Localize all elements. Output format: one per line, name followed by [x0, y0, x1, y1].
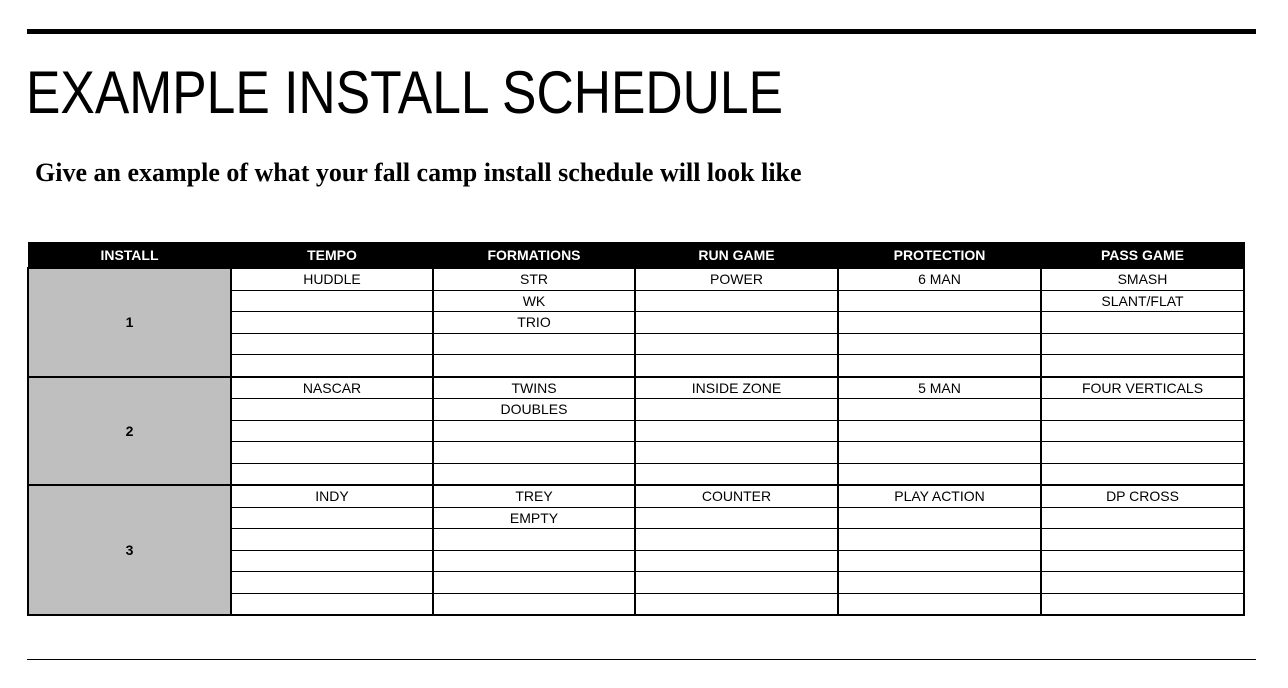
- table-header-row: [28, 243, 1244, 269]
- cell-formations: [433, 355, 635, 377]
- cell-pass-game: [1041, 333, 1244, 355]
- cell-run-game: [635, 529, 838, 551]
- cell-protection: [838, 355, 1041, 377]
- cell-pass-game: [1041, 312, 1244, 334]
- table-row: [28, 268, 1244, 290]
- cell-pass-game: [1041, 550, 1244, 572]
- table-row: [28, 485, 1244, 507]
- cell-protection: PLAY ACTION: [838, 485, 1041, 507]
- install-schedule-table: [27, 242, 1245, 616]
- cell-run-game: [635, 550, 838, 572]
- cell-tempo: [231, 593, 433, 615]
- cell-pass-game: [1041, 420, 1244, 442]
- cell-formations: [433, 463, 635, 485]
- cell-protection: [838, 290, 1041, 312]
- cell-run-game: [635, 290, 838, 312]
- cell-tempo: [231, 442, 433, 464]
- cell-tempo: [231, 290, 433, 312]
- cell-protection: [838, 312, 1041, 334]
- install-number-cell: 3: [28, 485, 231, 615]
- cell-pass-game: [1041, 442, 1244, 464]
- cell-formations: EMPTY: [433, 507, 635, 529]
- cell-pass-game: [1041, 355, 1244, 377]
- header-install: INSTALL: [28, 243, 231, 269]
- cell-formations: [433, 442, 635, 464]
- cell-protection: [838, 507, 1041, 529]
- cell-tempo: [231, 572, 433, 594]
- install-number-cell: 2: [28, 377, 231, 486]
- cell-formations: TREY: [433, 485, 635, 507]
- cell-formations: [433, 572, 635, 594]
- cell-pass-game: SLANT/FLAT: [1041, 290, 1244, 312]
- header-protection: PROTECTION: [838, 243, 1041, 269]
- cell-run-game: [635, 463, 838, 485]
- cell-pass-game: DP CROSS: [1041, 485, 1244, 507]
- cell-pass-game: FOUR VERTICALS: [1041, 377, 1244, 399]
- cell-tempo: [231, 355, 433, 377]
- cell-protection: [838, 550, 1041, 572]
- cell-run-game: [635, 420, 838, 442]
- header-formations: FORMATIONS: [433, 243, 635, 269]
- cell-tempo: [231, 333, 433, 355]
- bottom-rule: [27, 659, 1256, 660]
- cell-tempo: [231, 312, 433, 334]
- page-title: EXAMPLE INSTALL SCHEDULE: [26, 59, 784, 126]
- cell-protection: [838, 420, 1041, 442]
- cell-run-game: [635, 507, 838, 529]
- cell-formations: [433, 593, 635, 615]
- cell-tempo: [231, 420, 433, 442]
- cell-formations: [433, 529, 635, 551]
- table-body: [28, 268, 1244, 615]
- cell-pass-game: [1041, 399, 1244, 421]
- cell-formations: STR: [433, 268, 635, 290]
- cell-pass-game: SMASH: [1041, 268, 1244, 290]
- cell-run-game: POWER: [635, 268, 838, 290]
- cell-formations: [433, 333, 635, 355]
- install-number-cell: 1: [28, 268, 231, 377]
- cell-formations: [433, 420, 635, 442]
- header-tempo: TEMPO: [231, 243, 433, 269]
- cell-pass-game: [1041, 529, 1244, 551]
- cell-tempo: [231, 463, 433, 485]
- cell-run-game: INSIDE ZONE: [635, 377, 838, 399]
- cell-run-game: [635, 572, 838, 594]
- cell-protection: 6 MAN: [838, 268, 1041, 290]
- table-row: [28, 377, 1244, 399]
- cell-formations: [433, 550, 635, 572]
- cell-tempo: NASCAR: [231, 377, 433, 399]
- cell-tempo: [231, 507, 433, 529]
- cell-run-game: [635, 399, 838, 421]
- cell-run-game: COUNTER: [635, 485, 838, 507]
- page-subtitle: Give an example of what your fall camp install schedule will look like: [35, 158, 802, 187]
- cell-pass-game: [1041, 593, 1244, 615]
- header-pass-game: PASS GAME: [1041, 243, 1244, 269]
- top-rule: [27, 29, 1256, 34]
- cell-protection: [838, 593, 1041, 615]
- cell-formations: TWINS: [433, 377, 635, 399]
- cell-tempo: [231, 529, 433, 551]
- cell-protection: [838, 442, 1041, 464]
- cell-tempo: HUDDLE: [231, 268, 433, 290]
- cell-protection: [838, 463, 1041, 485]
- cell-pass-game: [1041, 572, 1244, 594]
- cell-formations: WK: [433, 290, 635, 312]
- cell-tempo: [231, 550, 433, 572]
- cell-protection: [838, 529, 1041, 551]
- cell-run-game: [635, 593, 838, 615]
- cell-run-game: [635, 355, 838, 377]
- cell-protection: 5 MAN: [838, 377, 1041, 399]
- cell-protection: [838, 333, 1041, 355]
- cell-run-game: [635, 312, 838, 334]
- cell-pass-game: [1041, 463, 1244, 485]
- cell-protection: [838, 399, 1041, 421]
- cell-pass-game: [1041, 507, 1244, 529]
- cell-protection: [838, 572, 1041, 594]
- cell-tempo: [231, 399, 433, 421]
- cell-run-game: [635, 333, 838, 355]
- header-run-game: RUN GAME: [635, 243, 838, 269]
- cell-formations: DOUBLES: [433, 399, 635, 421]
- cell-run-game: [635, 442, 838, 464]
- cell-tempo: INDY: [231, 485, 433, 507]
- cell-formations: TRIO: [433, 312, 635, 334]
